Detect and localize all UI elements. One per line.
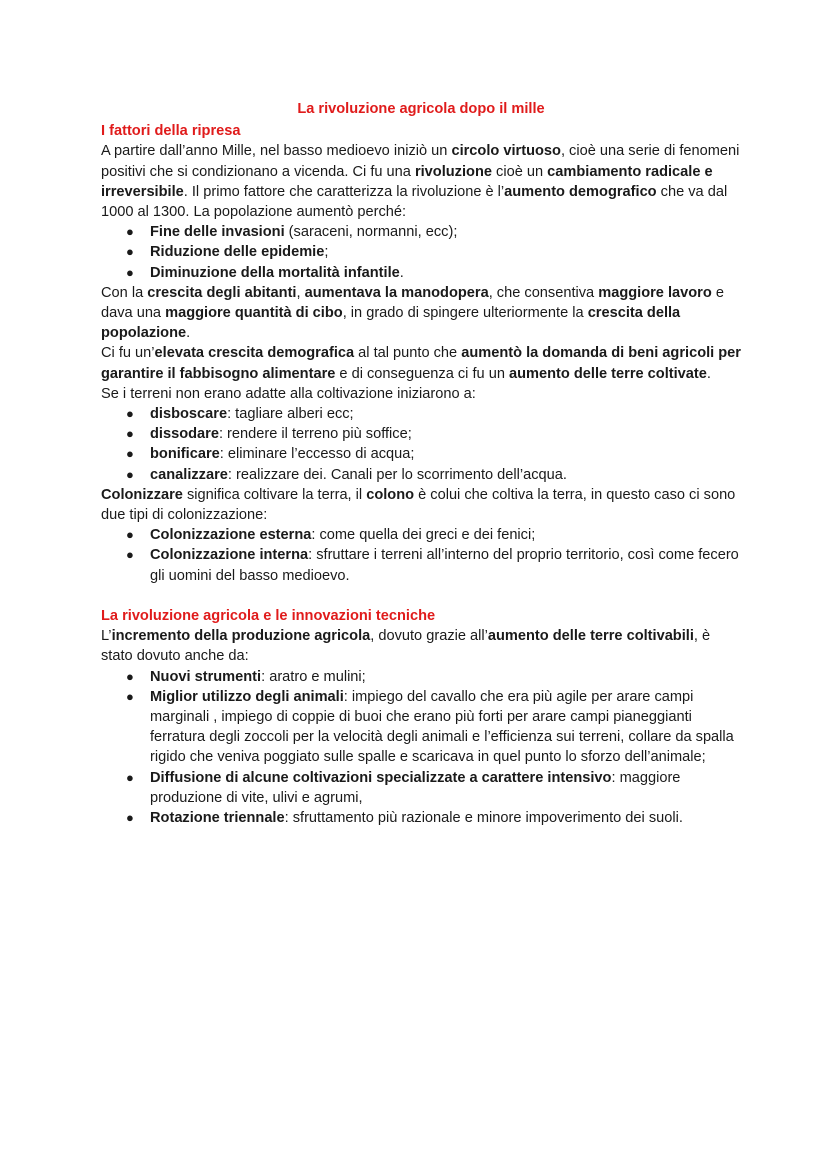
text-run: , che consentiva [488, 284, 599, 301]
text-run: , dovuto grazie all’ [370, 628, 488, 645]
list-item [126, 768, 741, 808]
section-gap [101, 586, 741, 606]
bold-text: circolo virtuoso [451, 143, 561, 160]
list-item [126, 424, 741, 444]
text-run: . Il primo fattore che caratterizza la rivoluzione è l’ [183, 183, 505, 200]
text-run: , è stato dovuto anche da: [101, 628, 711, 665]
paragraph [101, 485, 741, 525]
section-innovazioni [101, 606, 741, 828]
text-run: Con la [101, 284, 148, 301]
text-run: : rendere il terreno più soffice; [218, 426, 412, 443]
bold-text: rivoluzione [414, 163, 492, 180]
text-run: : maggiore produzione di vite, ulivi e agrumi, [150, 769, 681, 806]
text-run: e di conseguenza ci fu un [335, 365, 509, 382]
paragraph [101, 283, 741, 344]
list-item [126, 687, 741, 768]
text-run: . [186, 325, 191, 342]
bullet-icon: ● [126, 810, 134, 826]
list-item [126, 667, 741, 687]
section-heading: La rivoluzione agricola e le innovazioni tecniche [101, 608, 436, 625]
bold-text: aumentò la domanda di beni agricoli per garantire il fabbisogno alimentare [101, 345, 741, 382]
bold-text: bonificare [150, 446, 220, 463]
bullet-icon: ● [126, 688, 134, 704]
list-item [126, 263, 741, 283]
text-run: : eliminare l’eccesso di acqua; [219, 446, 415, 463]
bold-text: aumento demografico [504, 183, 657, 200]
bold-text: maggiore lavoro [598, 284, 712, 301]
section-heading: I fattori della ripresa [101, 123, 241, 140]
bold-text: aumento delle terre coltivate [509, 365, 707, 382]
text-run: : realizzare dei. Canali per lo scorrimento dell’acqua. [227, 466, 567, 483]
paragraph [101, 141, 741, 222]
bullet-list [101, 404, 741, 485]
text-run: (saraceni, normanni, ecc); [284, 224, 458, 241]
bullet-icon: ● [126, 224, 134, 240]
bold-text: Nuovi strumenti [150, 668, 262, 685]
list-item [126, 242, 741, 262]
list-item [126, 525, 741, 545]
bullet-icon: ● [126, 244, 134, 260]
text-run: , [296, 284, 305, 301]
bold-text: incremento della produzione agricola [111, 628, 371, 645]
text-run: significa coltivare la terra, il [182, 486, 367, 503]
bullet-icon: ● [126, 426, 134, 442]
text-run: : impiego del cavallo che era più agile per arare campi marginali , impiego di coppie di buoi che erano più forti per arare campi pianeggianti ferratura degli zoccoli per la velocità degli animali e l’efficienza sui terreni, collare da spalla rigido che veniva poggiato sulle spalle e scaricava in quel punto lo sforzo dell’animale; [150, 688, 734, 766]
list-item [126, 444, 741, 464]
text-run: che va dal 1000 al 1300. La popolazione aumentò perché: [101, 183, 728, 221]
document-title: La rivoluzione agricola dopo il mille [297, 101, 545, 117]
bullet-icon: ● [126, 769, 134, 785]
list-item [126, 404, 741, 424]
text-run: e dava una [101, 284, 724, 322]
bold-text: aumentava la manodopera [304, 284, 489, 301]
text-run: : sfruttare i terreni all’interno del proprio territorio, così come fecero gli uomini del basso medioevo. [150, 547, 739, 584]
bullet-list [101, 525, 741, 586]
bold-text: aumento delle terre coltivabili [487, 628, 694, 645]
bold-text: Diffusione di alcune coltivazioni specializzate a carattere intensivo [150, 769, 612, 786]
bold-text: Colonizzare [101, 486, 183, 503]
text-run: , in grado di spingere ulteriormente la [342, 305, 588, 322]
text-run: Se i terreni non erano adatte alla coltivazione iniziarono a: [101, 385, 476, 402]
paragraph [101, 384, 741, 404]
bold-text: Miglior utilizzo degli animali [150, 688, 344, 705]
text-run: A partire dall’anno Mille, nel basso medioevo iniziò un [101, 143, 452, 160]
text-run: : tagliare alberi ecc; [227, 406, 354, 423]
text-run: al tal punto che [354, 345, 462, 362]
bold-text: cambiamento radicale e irreversibile [101, 163, 713, 200]
text-run: L’ [101, 628, 112, 645]
bullet-icon: ● [126, 547, 134, 563]
bold-text: maggiore quantità di cibo [165, 305, 343, 322]
list-item [126, 545, 741, 585]
section-fattori [101, 121, 741, 586]
bold-text: colono [366, 486, 415, 503]
text-run: è colui che coltiva la terra, in questo caso ci sono due tipi di colonizzazione: [101, 486, 736, 524]
text-run: : come quella dei greci e dei fenici; [311, 527, 536, 544]
list-item [126, 222, 741, 242]
bullet-icon: ● [126, 446, 134, 462]
paragraph [101, 343, 741, 383]
bold-text: dissodare [150, 426, 219, 443]
list-item [126, 465, 741, 485]
bullet-icon: ● [126, 527, 134, 543]
text-run: . [706, 365, 711, 382]
bold-text: disboscare [150, 406, 228, 423]
text-run: : sfruttamento più razionale e minore impoverimento dei suoli. [284, 810, 683, 827]
bullet-icon: ● [126, 406, 134, 422]
bold-text: Rotazione triennale [150, 810, 285, 827]
document-body [101, 99, 741, 828]
bold-text: Diminuzione della mortalità infantile [150, 264, 400, 281]
bold-text: crescita degli abitanti [147, 284, 297, 301]
text-run: cioè un [491, 163, 548, 180]
text-run: : aratro e mulini; [261, 668, 366, 685]
text-run: ; [324, 244, 329, 261]
bullet-icon: ● [126, 668, 134, 684]
text-run: Ci fu un’ [101, 345, 155, 362]
bullet-icon: ● [126, 466, 134, 482]
paragraph [101, 626, 741, 666]
bold-text: crescita della popolazione [101, 305, 681, 342]
bold-text: Colonizzazione esterna [150, 527, 312, 544]
bold-text: Colonizzazione interna [150, 547, 309, 564]
text-run: . [399, 264, 404, 281]
bold-text: Fine delle invasioni [150, 224, 285, 241]
bold-text: elevata crescita demografica [154, 345, 355, 362]
text-run: , cioè una serie di fenomeni positivi che si condizionano a vicenda. Ci fu una [101, 143, 740, 180]
bullet-icon: ● [126, 264, 134, 280]
bold-text: Riduzione delle epidemie [150, 244, 325, 261]
bold-text: canalizzare [150, 466, 228, 483]
bullet-list [101, 667, 741, 829]
list-item [126, 808, 741, 828]
bullet-list [101, 222, 741, 283]
